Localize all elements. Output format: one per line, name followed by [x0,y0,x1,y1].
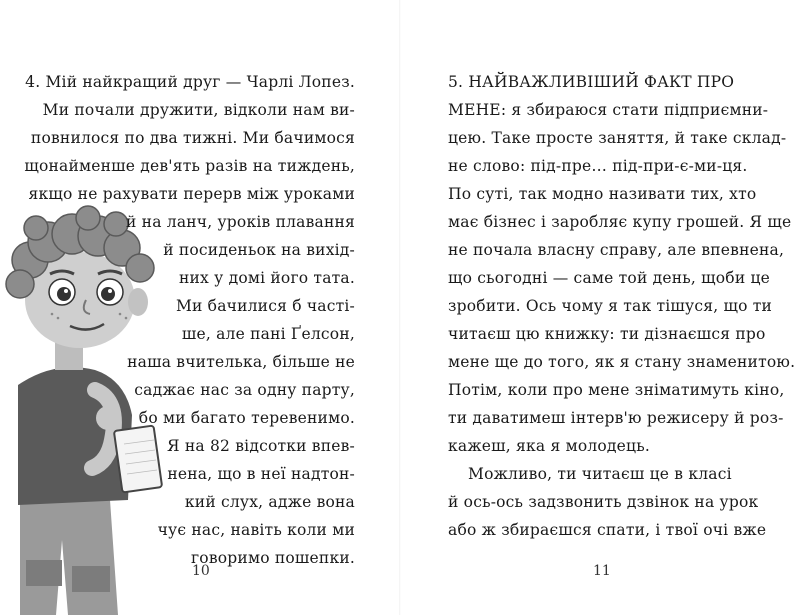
page-number: 10 [192,563,210,579]
text-line: саджає нас за одну парту, [134,381,355,399]
text-line: або ж збираєшся спати, і твої очі вже [448,521,767,539]
text-line: щонайменше дев'ять разів на тиждень, [24,157,355,175]
text-line: кажеш, яка я молодець. [448,437,650,455]
text-line: читаєш цю книжку: ти дізнаєшся про [448,325,766,343]
text-line: що сьогодні — саме той день, щоби це [448,269,771,287]
text-line: не почала власну справу, але впевнена, [448,241,785,259]
text-line: Потім, коли про мене зніматимуть кіно, [448,381,785,399]
text-line: нена, що в неї надтон- [167,465,355,483]
text-line: чує нас, навіть коли ми [157,521,355,539]
text-line: й ось-ось задзвонить дзвінок на урок [448,493,759,511]
text-line: зробити. Ось чому я так тішуся, що ти [448,297,773,315]
text-line: Ми почали дружити, відколи нам ви- [42,101,355,119]
text-line: говоримо пошепки. [190,549,355,567]
text-line: наша вчителька, більше не [127,353,355,371]
text-line: ше, але пані Ґелсон, [181,325,355,343]
page-number: 11 [593,563,611,579]
text-line: й посиденьок на вихід- [163,241,355,259]
text-line: повнилося по два тижні. Ми бачимося [30,129,355,147]
text-line: Ми бачилися б часті- [175,297,355,315]
text-line: По суті, так модно називати тих, хто [448,185,757,203]
text-line: бо ми багато теревенимо. [138,409,355,427]
text-line: ти даватимеш інтерв'ю режисеру й роз- [448,409,784,427]
text-line: цею. Таке просте заняття, й таке склад- [448,129,787,147]
text-line: якщо не рахувати перерв між уроками [28,185,355,203]
text-line: Можливо, ти читаєш це в класі [468,465,732,483]
text-line: не слово: під-пре… під-при-є-ми-ця. [448,157,748,175]
right-page [400,0,800,615]
text-line: 5. НАЙВАЖЛИВІШИЙ ФАКТ ПРО [448,73,735,91]
text-line: МЕНЕ: я збираюся стати підприємни- [448,101,769,119]
text-line: й на ланч, уроків плавання [126,213,355,231]
text-line: Я на 82 відсотки впев- [167,437,355,455]
text-line: кий слух, адже вона [184,493,355,511]
text-line: них у домі його тата. [179,269,355,287]
text-line: мене ще до того, як я стану знаменитою. [448,353,796,371]
text-line: має бізнес і заробляє купу грошей. Я ще [448,213,792,231]
text-line: 4. Мій найкращий друг — Чарлі Лопез. [25,73,355,91]
